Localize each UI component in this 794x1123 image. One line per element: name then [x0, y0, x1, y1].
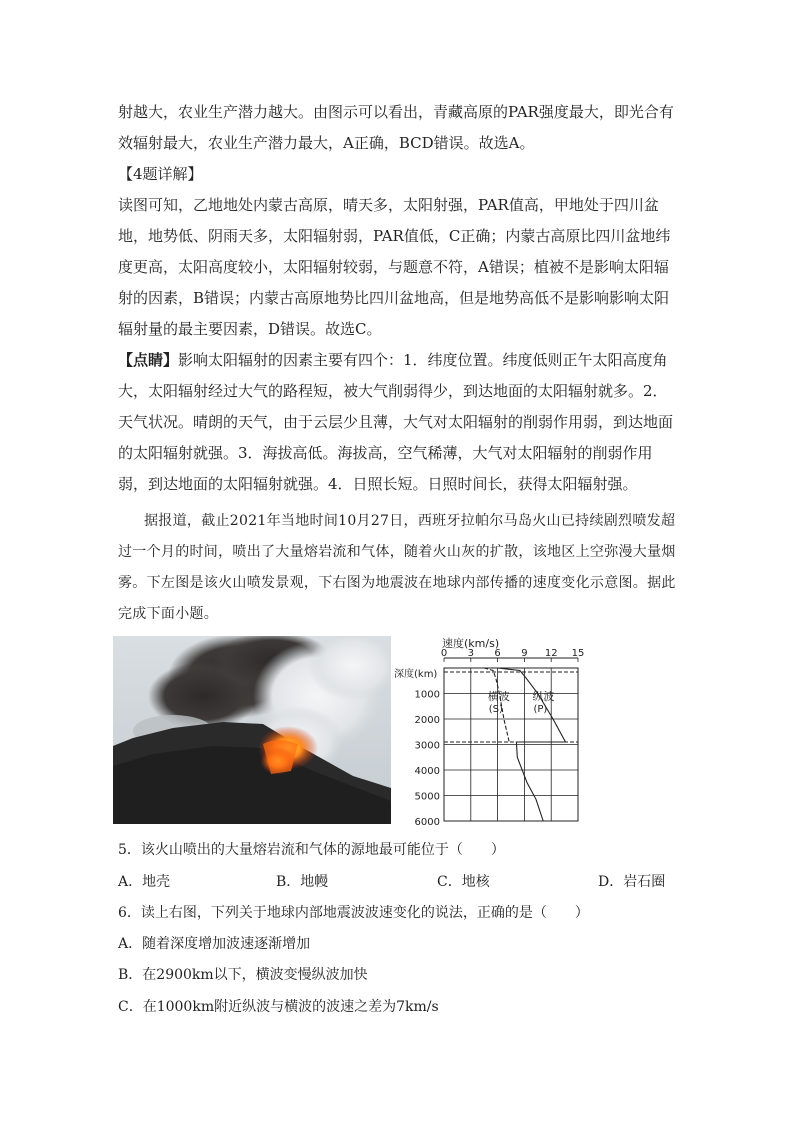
p-wave-label: 纵波 — [532, 689, 555, 703]
y-tick-label: 5000 — [414, 791, 440, 803]
y-tick-label: 3000 — [414, 740, 440, 752]
y-tick-label: 2000 — [414, 715, 440, 726]
question-5-stem: 5．该火山喷出的大量熔岩流和气体的源地最可能位于（ ） — [118, 842, 505, 858]
answer-paragraph-3: 射越大，农业生产潜力越大。由图示可以看出，青藏高原的PAR强度最大，即光合有效辐射最大，农业生产潜力最大，A正确，BCD错误。故选A。 — [118, 103, 674, 152]
chart-ticks — [415, 648, 585, 828]
question-6-option-b[interactable]: B．在2900km以下，横波变慢纵波加快 — [118, 967, 368, 983]
y-tick-label: 6000 — [414, 817, 440, 828]
x-tick-label: 12 — [544, 648, 558, 659]
y-tick-label: 1000 — [414, 689, 440, 701]
question-6-stem: 6．读上右图，下列关于地球内部地震波波速变化的说法，正确的是（ ） — [118, 905, 589, 921]
volcano-photo — [113, 636, 391, 824]
chart-series-labels — [488, 689, 555, 715]
volcano-photo-graphic — [113, 636, 391, 824]
s-wave-sublabel: (S) — [488, 703, 503, 715]
y-tick-label: 4000 — [414, 766, 440, 777]
tip-body: 影响太阳辐射的因素主要有四个：1．纬度位置。纬度低则正午太阳高度角大，太阳辐射经过大气的路程短，被大气削弱得少，到达地面的太阳辐射就多。2．天气状况。晴朗的天气，由于云层少且薄，大气对太阳辐射的削弱作用弱，到达地面的太阳辐射就强。3．海拔高低。海拔高，空气稀薄，大气对太阳辐射的削弱作用弱，到达地面的太阳辐射就强。4．日照长短。日照时间长，获得太阳辐射强。 — [118, 351, 674, 493]
q4-heading: 【4题详解】 — [118, 165, 203, 183]
material-intro: 据报道，截止2021年当地时间10月27日，西班牙拉帕尔马岛火山已持续剧烈喷发超过一个月的时间，喷出了大量熔岩流和气体，随着火山灰的扩散，该地区上空弥漫大量烟雾。下左图是该火山喷发景观，下右图为地震波在地球内部传播的速度变化示意图。据此完成下面小题。 — [118, 513, 676, 622]
seismic-wave-chart — [392, 634, 592, 830]
x-tick-label: 3 — [467, 648, 474, 659]
x-axis-label: 速度(km/s) — [442, 637, 500, 650]
chart-grid — [444, 658, 578, 821]
question-5-option-c[interactable]: C．地核 — [437, 874, 490, 890]
tip-paragraph — [118, 345, 678, 500]
x-tick-label: 15 — [571, 648, 585, 659]
x-tick-label: 9 — [521, 648, 528, 659]
x-tick-label: 0 — [440, 648, 448, 659]
y-axis-label: 深度(km) — [394, 669, 438, 680]
question-6-option-c[interactable]: C．在1000km附近纵波与横波的波速之差为7km/s — [118, 999, 439, 1015]
tip-label: 【点睛】 — [118, 351, 179, 369]
seismic-wave-chart-svg — [392, 634, 592, 830]
answer-paragraph-4: 读图可知，乙地地处内蒙古高原，晴天多，太阳射强，PAR值高，甲地处于四川盆地，地势低、阴雨天多，太阳辐射弱，PAR值低，C正确；内蒙古高原比四川盆地纬度更高，太阳高度较小，太阳辐射较弱，与题意不符，A错误；植被不是影响太阳辐射的因素，B错误；内蒙古高原地势比四川盆地高，但是地势高低不是影响影响太阳辐射量的最主要因素，D错误。故选C。 — [118, 196, 671, 338]
x-tick-label: 6 — [494, 648, 501, 659]
question-5-option-d[interactable]: D．岩石圈 — [598, 874, 666, 890]
question-6-option-a[interactable]: A．随着深度增加波速逐渐增加 — [118, 936, 311, 952]
p-wave-sublabel: (P) — [533, 703, 548, 715]
question-5-option-a[interactable]: A．地壳 — [118, 874, 171, 890]
s-wave-label: 横波 — [487, 689, 510, 703]
question-5-option-b[interactable]: B．地幔 — [276, 874, 329, 890]
